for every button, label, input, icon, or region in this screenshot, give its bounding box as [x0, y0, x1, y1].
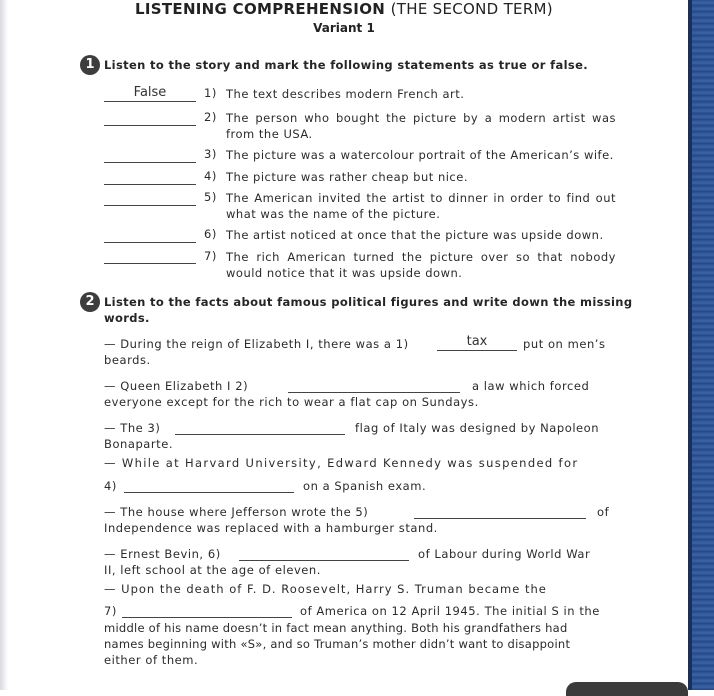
- answer-blank-4[interactable]: [104, 170, 196, 185]
- statement-number: 6): [204, 227, 217, 241]
- book-binding-edge: [688, 0, 714, 690]
- task-2-instruction-line-1: Listen to the facts about famous political figures and write down the missing: [104, 295, 633, 309]
- task-1-instruction: Listen to the story and mark the following statements as true or false.: [104, 58, 588, 72]
- statement-text: The artist noticed at once that the picture was upside down.: [226, 228, 604, 242]
- fact-4-text: — While at Harvard University, Edward Kennedy was suspended for: [104, 456, 579, 470]
- fact-5-text-end: of: [597, 505, 610, 519]
- task-1-number-badge: 1: [80, 55, 100, 75]
- statement-text: The rich American turned the picture over so that nobody would notice that it was upside down.: [226, 250, 616, 280]
- fact-2-text-cont: everyone except for the rich to wear a flat cap on Sundays.: [104, 395, 479, 409]
- statement-text: The picture was a watercolour portrait of the American’s wife.: [226, 148, 614, 162]
- fact-7-number: 7): [104, 604, 117, 618]
- statement-number: 5): [204, 190, 217, 204]
- fact-7-text-end: of America on 12 April 1945. The initial S in the: [300, 604, 600, 618]
- fact-7-text-cont: names beginning with «S», and so Truman’s mother didn’t want to disappoint: [104, 637, 571, 651]
- answer-blank-3[interactable]: [104, 148, 196, 163]
- statement-text: The picture was rather cheap but nice.: [226, 170, 468, 184]
- fill-blank-7[interactable]: [122, 603, 292, 618]
- fill-blank-5[interactable]: [414, 504, 586, 519]
- variant-label: Variant 1: [313, 21, 375, 35]
- fact-6-text-cont: II, left school at the age of eleven.: [104, 563, 321, 577]
- answer-blank-7[interactable]: [104, 249, 196, 264]
- task-2-number-badge: 2: [80, 292, 100, 312]
- fact-6-text-end: of Labour during World War: [418, 547, 591, 561]
- fact-7-text: — Upon the death of F. D. Roosevelt, Harry S. Truman became the: [104, 582, 547, 596]
- answer-blank-2[interactable]: [104, 111, 196, 126]
- fact-5-text-cont: Independence was replaced with a hamburger stand.: [104, 521, 438, 535]
- statement-text: The American invited the artist to dinner in order to find out what was the name of the picture.: [226, 191, 616, 221]
- task-2-instruction-line-2: words.: [104, 311, 150, 325]
- statement-text: The text describes modern French art.: [226, 87, 465, 101]
- fill-blank-6[interactable]: [239, 546, 409, 561]
- fill-blank-3[interactable]: [175, 420, 345, 435]
- fact-7-text-cont: either of them.: [104, 653, 199, 667]
- title-bold: LISTENING COMPREHENSION: [135, 0, 386, 18]
- fill-1-handwritten: tax: [466, 334, 488, 349]
- statement-number: 3): [204, 147, 217, 161]
- fact-3-text: — The 3): [104, 421, 161, 435]
- fact-4-text-end: on a Spanish exam.: [303, 479, 427, 493]
- statement-number: 2): [204, 110, 217, 124]
- title-term: (THE SECOND TERM): [390, 0, 553, 18]
- statement-number: 4): [204, 169, 217, 183]
- answer-blank-6[interactable]: [104, 228, 196, 243]
- fact-4-number: 4): [104, 479, 117, 493]
- fill-blank-4[interactable]: [124, 478, 294, 493]
- page-left-edge: [0, 0, 8, 690]
- statement-text: The person who bought the picture by a modern artist was from the USA.: [226, 111, 616, 141]
- fact-3-text-cont: Bonaparte.: [104, 437, 174, 451]
- fact-1-text-end: put on men’s: [523, 337, 606, 351]
- answer-blank-5[interactable]: [104, 191, 196, 206]
- fact-2-text: — Queen Elizabeth I 2): [104, 379, 249, 393]
- fill-blank-2[interactable]: [288, 378, 460, 393]
- answer-1-handwritten: False: [133, 85, 167, 100]
- statement-number: 7): [204, 249, 217, 263]
- fact-3-text-end: flag of Italy was designed by Napoleon: [355, 421, 600, 435]
- fact-5-text: — The house where Jefferson wrote the 5): [104, 505, 369, 519]
- page-corner-tab: [566, 682, 688, 696]
- fact-6-text: — Ernest Bevin, 6): [104, 547, 221, 561]
- statement-number: 1): [204, 86, 217, 100]
- fact-1-text-cont: beards.: [104, 353, 151, 367]
- page-title: [0, 0, 688, 18]
- fact-2-text-end: a law which forced: [472, 379, 590, 393]
- fact-1-text: — During the reign of Elizabeth I, there was a 1): [104, 337, 409, 351]
- fact-7-text-cont: middle of his name doesn’t in fact mean anything. Both his grandfathers had: [104, 621, 568, 635]
